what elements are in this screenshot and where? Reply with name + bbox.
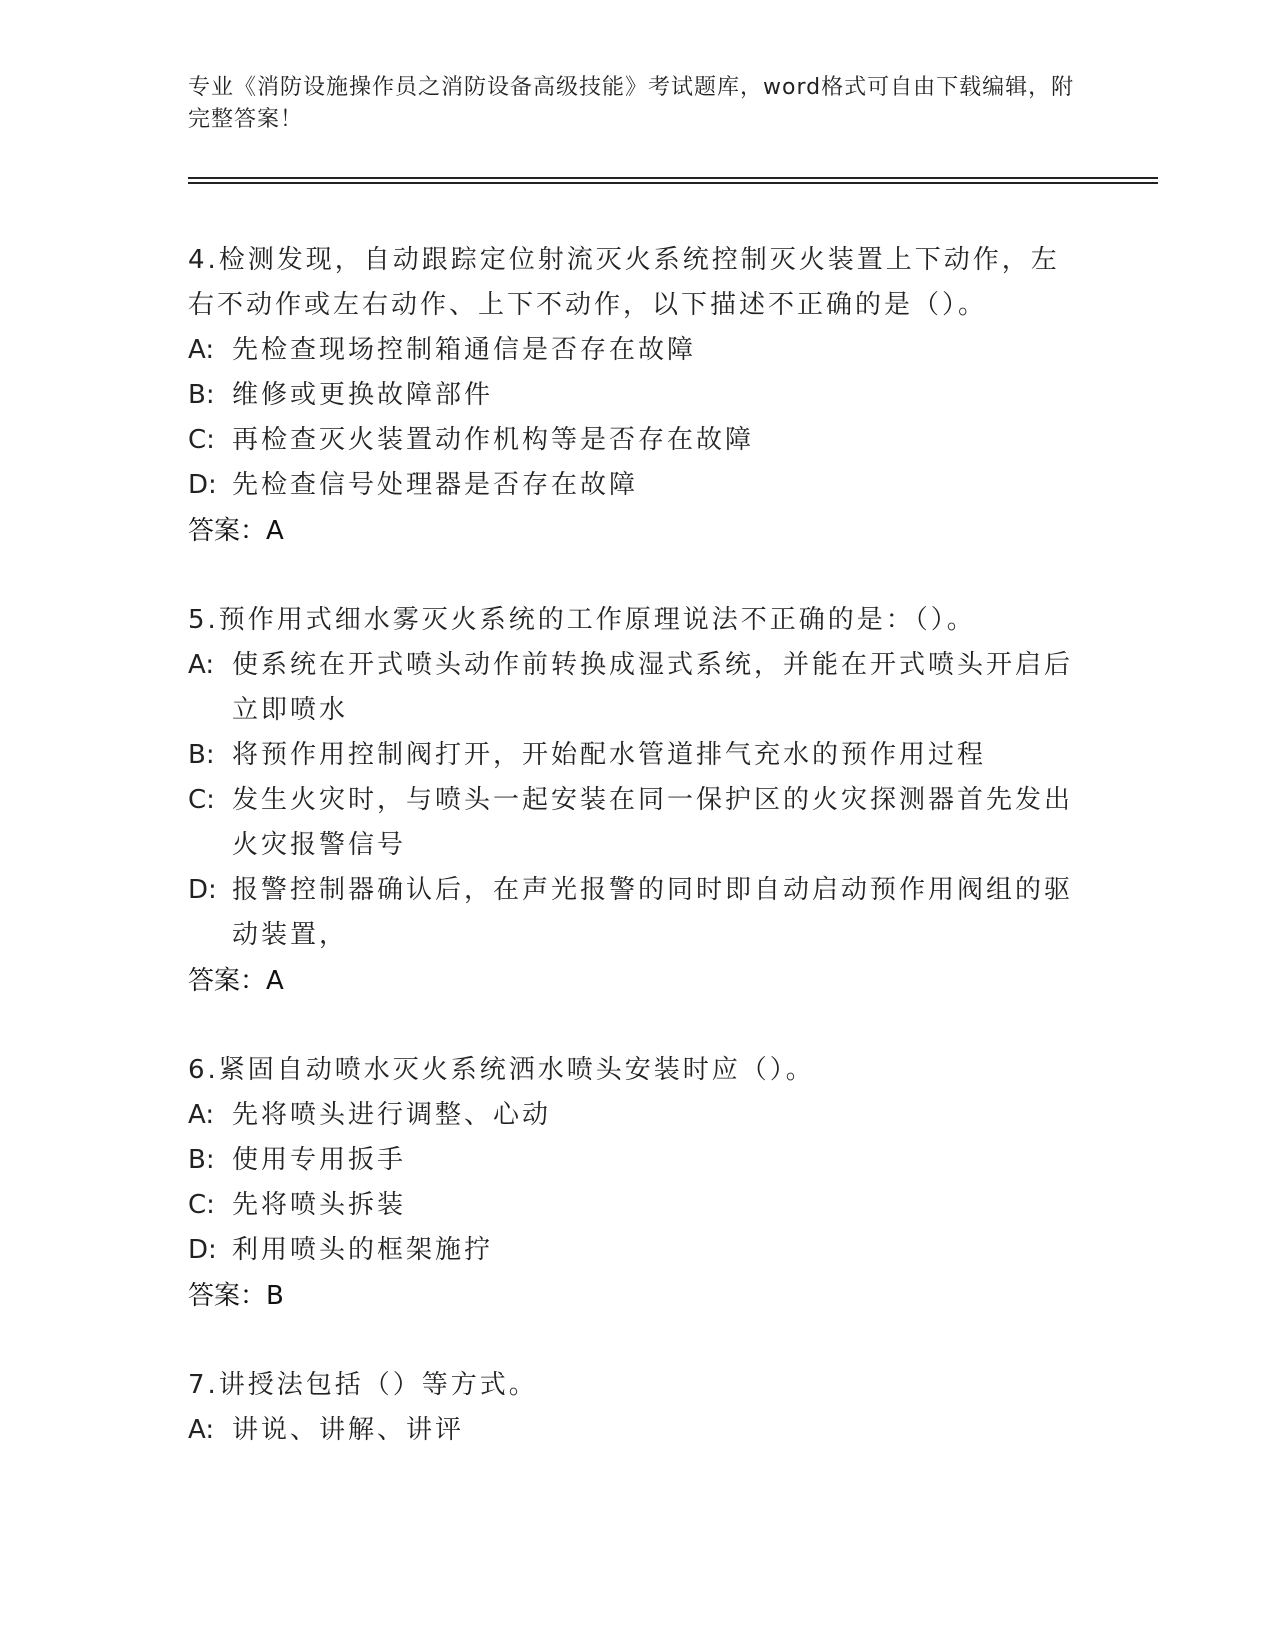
option-letter: D:: [188, 470, 217, 500]
option-c: [188, 778, 1088, 868]
option-letter: A:: [188, 1415, 215, 1445]
option-b: [188, 1138, 1088, 1183]
document-header: 专业《消防设施操作员之消防设备高级技能》考试题库，word格式可自由下载编辑，附完整答案！: [188, 75, 1075, 132]
option-letter: C:: [188, 1190, 215, 1220]
option-letter: A:: [188, 1100, 215, 1130]
option-text: 先检查信号处理器是否存在故障: [232, 470, 639, 500]
option-a: [188, 643, 1088, 733]
option-d: [188, 1228, 1088, 1273]
question-list: [188, 238, 1088, 1497]
option-text: 利用喷头的框架施拧: [232, 1235, 494, 1265]
option-letter: D:: [188, 875, 217, 905]
question-stem: 4.检测发现，自动跟踪定位射流灭火系统控制灭火装置上下动作，左右不动作或左右动作、上下不动作，以下描述不正确的是（）。: [188, 245, 1060, 320]
option-letter: C:: [188, 785, 215, 815]
option-text: 使用专用扳手: [232, 1145, 407, 1175]
option-d: [188, 868, 1088, 958]
option-a: [188, 328, 1088, 373]
header-divider-top: [188, 177, 1158, 179]
option-text: 使系统在开式喷头动作前转换成湿式系统，并能在开式喷头开启后立即喷水: [232, 650, 1074, 725]
option-d: [188, 463, 1088, 508]
option-text: 先检查现场控制箱通信是否存在故障: [232, 335, 697, 365]
header-divider-bottom: [188, 182, 1158, 184]
option-text: 先将喷头拆装: [232, 1190, 407, 1220]
question-stem: 5.预作用式细水雾灭火系统的工作原理说法不正确的是：（）。: [188, 605, 976, 635]
option-text: 将预作用控制阀打开，开始配水管道排气充水的预作用过程: [232, 740, 987, 770]
option-text: 发生火灾时，与喷头一起安装在同一保护区的火灾探测器首先发出火灾报警信号: [232, 785, 1074, 860]
option-text: 讲说、讲解、讲评: [232, 1415, 465, 1445]
option-c: [188, 1183, 1088, 1228]
question-7: [188, 1363, 1088, 1453]
option-a: [188, 1408, 1088, 1453]
answer-line: 答案：A: [188, 966, 284, 996]
option-letter: D:: [188, 1235, 217, 1265]
option-text: 报警控制器确认后，在声光报警的同时即自动启动预作用阀组的驱动装置，: [232, 875, 1074, 950]
answer-line: 答案：B: [188, 1281, 284, 1311]
question-6: [188, 1048, 1088, 1319]
question-stem: 6.紧固自动喷水灭火系统洒水喷头安装时应（）。: [188, 1055, 815, 1085]
option-letter: A:: [188, 335, 215, 365]
option-letter: B:: [188, 380, 215, 410]
option-letter: B:: [188, 740, 215, 770]
question-5: [188, 598, 1088, 1004]
option-c: [188, 418, 1088, 463]
option-a: [188, 1093, 1088, 1138]
option-letter: A:: [188, 650, 215, 680]
option-letter: C:: [188, 425, 215, 455]
option-text: 维修或更换故障部件: [232, 380, 494, 410]
question-4: [188, 238, 1088, 554]
option-letter: B:: [188, 1145, 215, 1175]
option-b: [188, 373, 1088, 418]
question-stem: 7.讲授法包括（）等方式。: [188, 1370, 538, 1400]
option-text: 先将喷头进行调整、心动: [232, 1100, 552, 1130]
option-b: [188, 733, 1088, 778]
option-text: 再检查灭火装置动作机构等是否存在故障: [232, 425, 755, 455]
answer-line: 答案：A: [188, 516, 284, 546]
